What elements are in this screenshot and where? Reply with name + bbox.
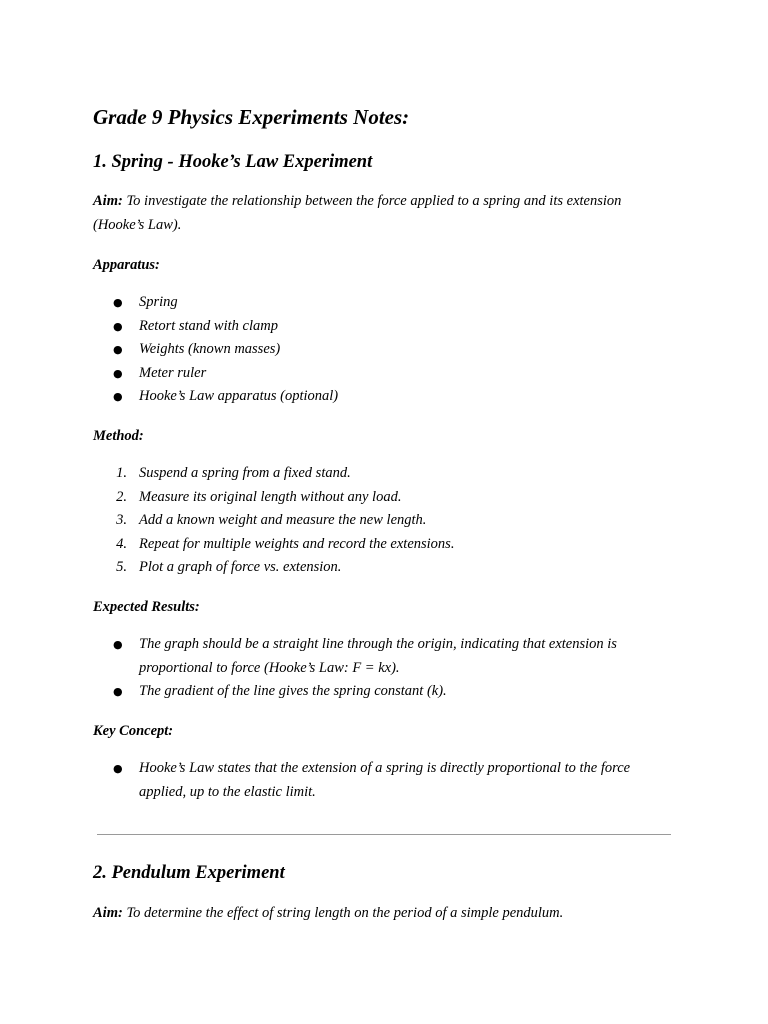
- key-concept-label: Key Concept:: [93, 723, 174, 739]
- bullet-icon: ●: [113, 319, 123, 333]
- bullet-icon: ●: [113, 296, 123, 309]
- section-2-heading: 2. Pendulum Experiment: [93, 863, 285, 883]
- step-number: 1.: [116, 465, 127, 481]
- list-item: 1. Suspend a spring from a fixed stand.: [93, 462, 673, 486]
- aim-text: To determine the effect of string length on the period of a simple pendulum.: [126, 905, 564, 921]
- bullet-icon: ●: [113, 390, 123, 403]
- bullet-icon: ●: [113, 366, 123, 380]
- expected-results-list: [93, 633, 673, 704]
- bullet-icon: ●: [113, 638, 123, 651]
- aim-text: To investigate the relationship between the force applied to a spring and its extension (Hooke’s Law).: [93, 193, 622, 233]
- list-item: 2. Measure its original length without any load.: [93, 486, 673, 510]
- bullet-icon: ●: [113, 343, 123, 356]
- list-item: 5. Plot a graph of force vs. extension.: [93, 556, 673, 580]
- list-item: ● The graph should be a straight line through the origin, indicating that extension is proportional to force (Hooke’s Law: F = kx).: [93, 633, 673, 680]
- step-number: 2.: [116, 488, 127, 505]
- list-item: ● Hooke’s Law states that the extension of a spring is directly proportional to the force applied, up to the elastic limit.: [93, 757, 673, 804]
- aim-label: Aim:: [93, 193, 123, 209]
- list-item: ● Weights (known masses): [93, 338, 673, 362]
- section-divider: [97, 834, 671, 835]
- list-item: ● Meter ruler: [93, 362, 673, 386]
- step-number: 4.: [116, 535, 127, 552]
- list-item: 3. Add a known weight and measure the new length.: [93, 509, 673, 533]
- section-2-aim: [93, 902, 673, 926]
- section-1-heading: 1. Spring - Hooke’s Law Experiment: [93, 152, 373, 172]
- list-item: ● Spring: [93, 291, 673, 315]
- method-list: [93, 462, 673, 580]
- step-number: 5.: [116, 559, 127, 575]
- apparatus-list: [93, 291, 673, 409]
- list-item: ● Hooke’s Law apparatus (optional): [93, 385, 673, 409]
- list-item: ● The gradient of the line gives the spring constant (k).: [93, 680, 673, 704]
- list-item: ● Retort stand with clamp: [93, 315, 673, 339]
- section-1-aim: [93, 190, 673, 237]
- list-item: 4. Repeat for multiple weights and record the extensions.: [93, 533, 673, 557]
- expected-results-label: Expected Results:: [93, 599, 200, 615]
- bullet-icon: ●: [113, 762, 123, 775]
- method-label: Method:: [93, 428, 144, 444]
- bullet-icon: ●: [113, 685, 123, 698]
- key-concept-list: [93, 757, 673, 804]
- document-title: Grade 9 Physics Experiments Notes:: [93, 105, 410, 129]
- aim-label: Aim:: [93, 905, 123, 921]
- apparatus-label: Apparatus:: [93, 257, 160, 273]
- step-number: 3.: [116, 512, 127, 528]
